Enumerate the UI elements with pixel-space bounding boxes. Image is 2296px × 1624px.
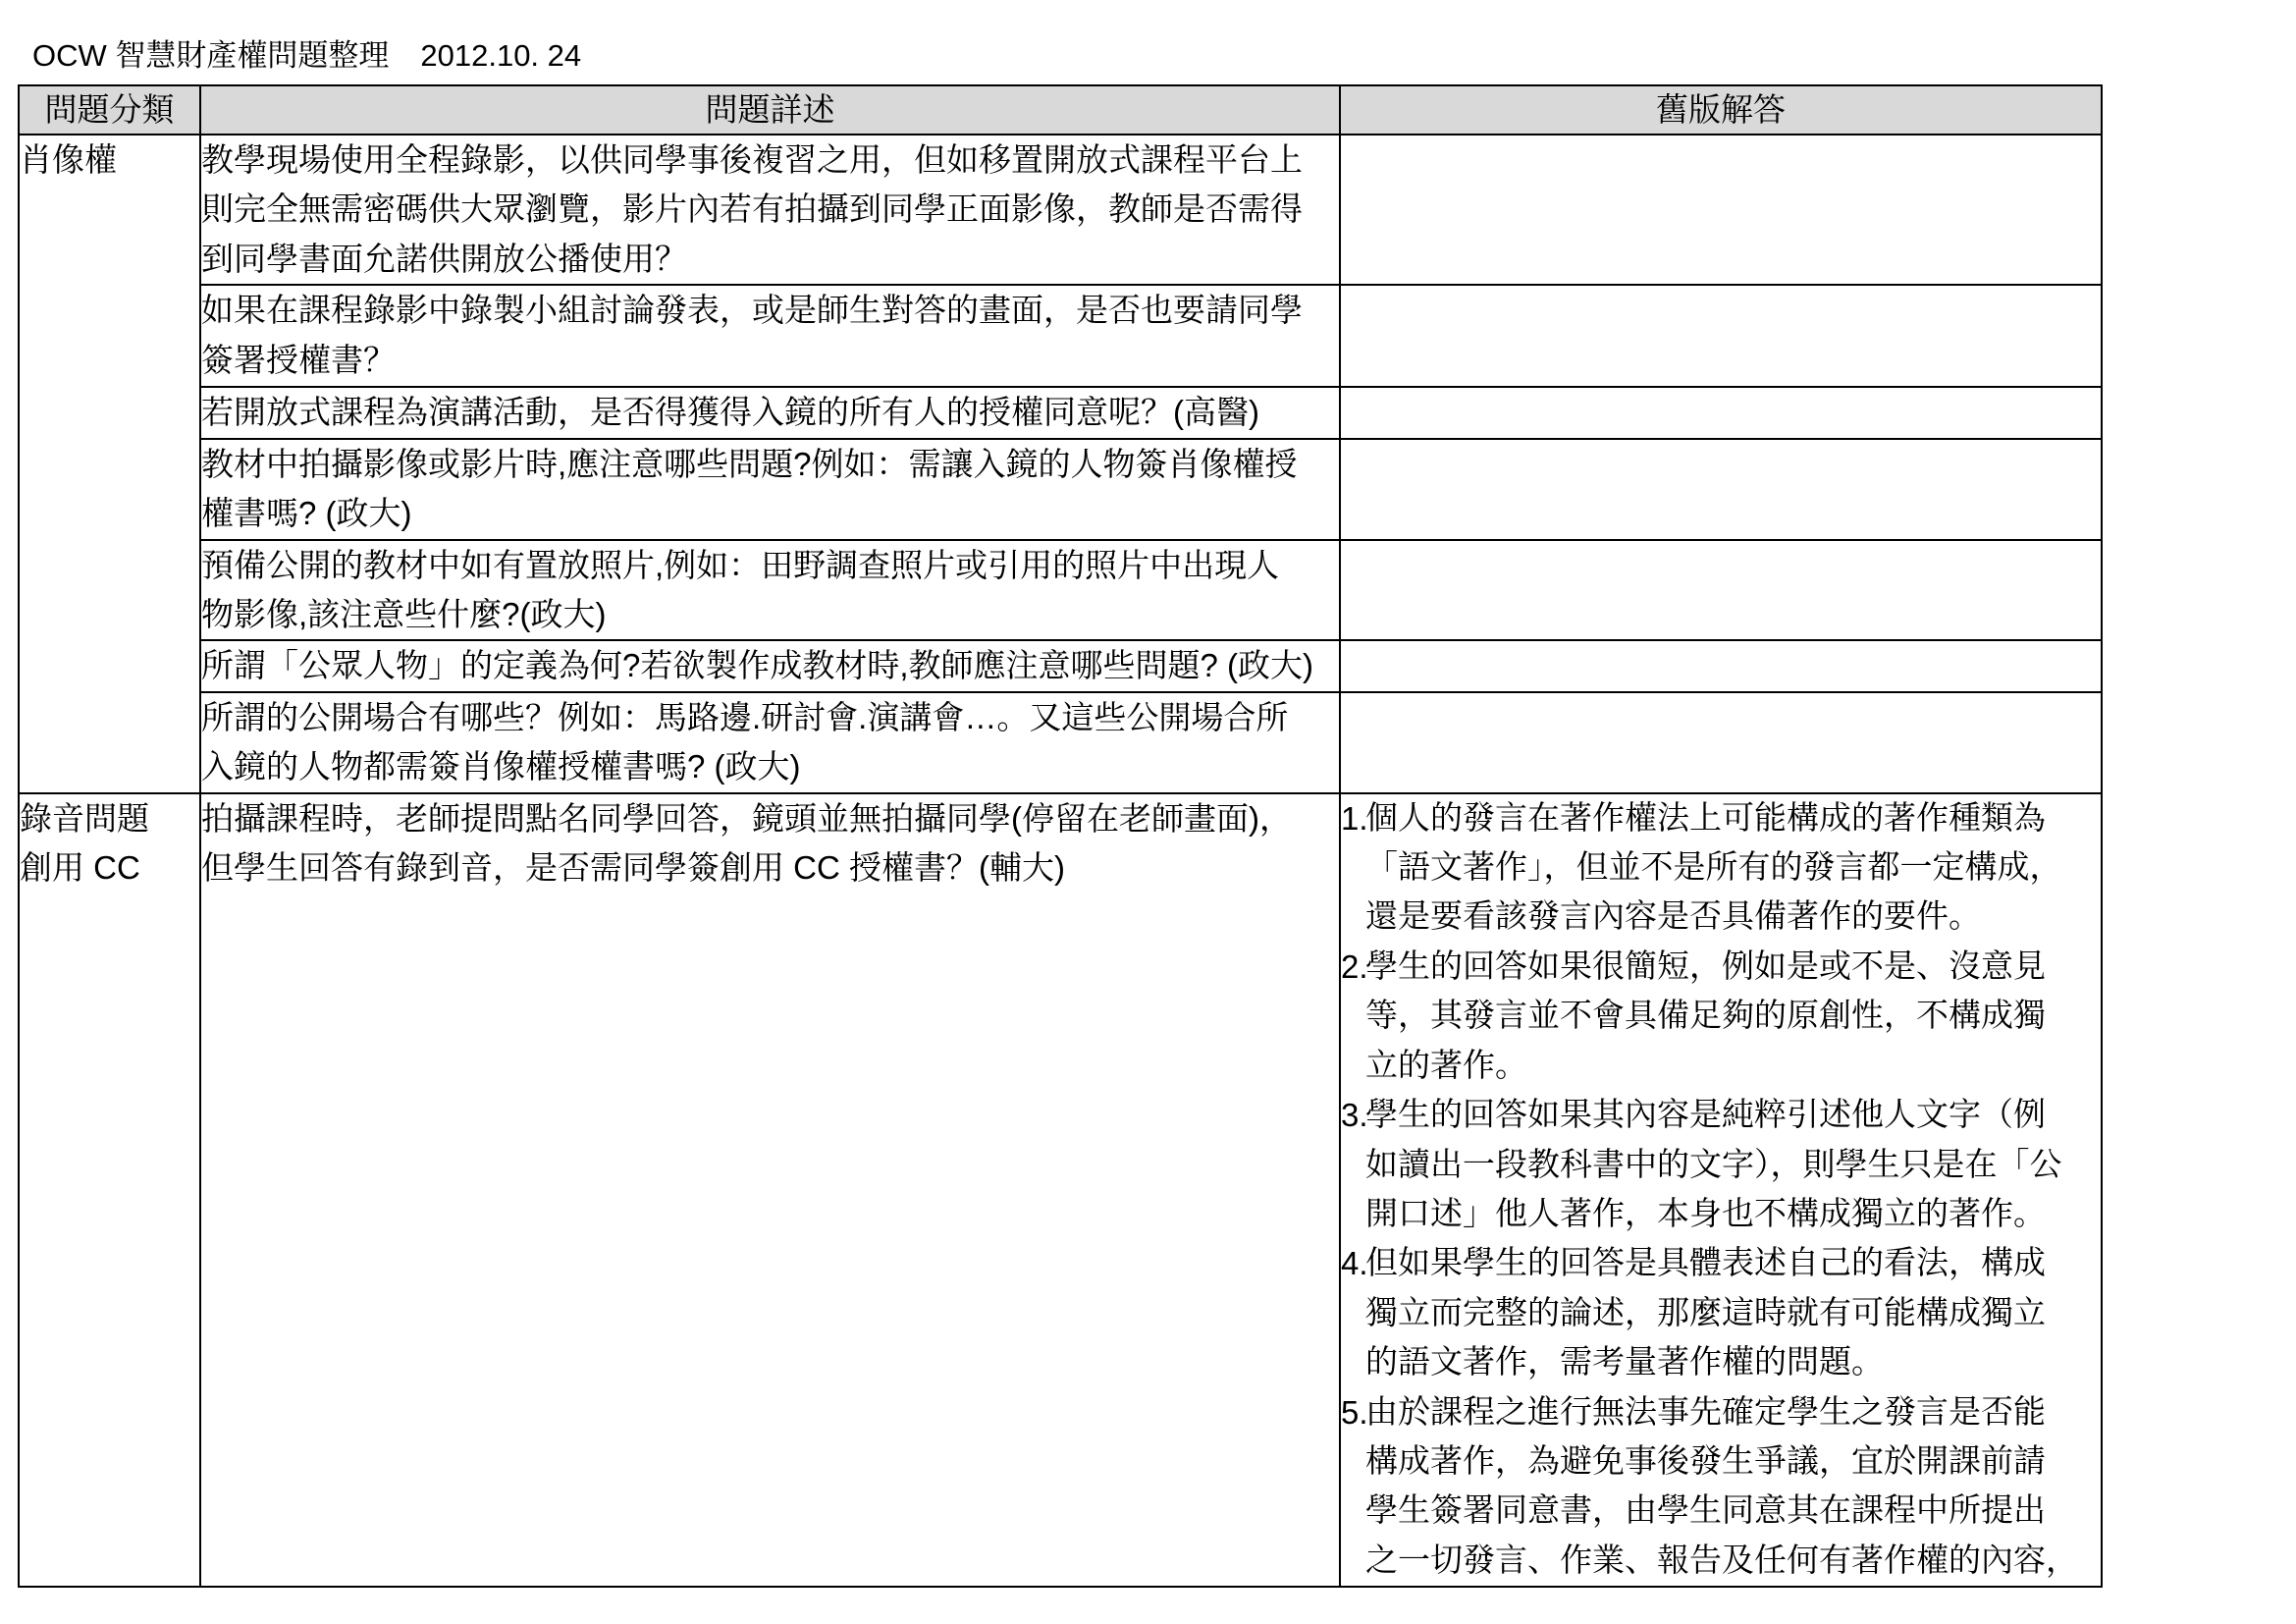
- question-line: 教學現場使用全程錄影，以供同學事後複習之用，但如移置開放式課程平台上: [201, 141, 1303, 178]
- column-header-category: 問題分類: [19, 85, 200, 135]
- question-line: 拍攝課程時，老師提問點名同學回答，鏡頭並無拍攝同學(停留在老師畫面)，: [201, 799, 1292, 837]
- answer-line: 如讀出一段教科書中的文字），則學生只是在「公: [1365, 1147, 2062, 1183]
- question-line: 簽署授權書？: [201, 341, 396, 378]
- answer-line: 「語文著作」，但並不是所有的發言都一定構成，: [1365, 850, 2062, 887]
- question-line: 若開放式課程為演講活動，是否得獲得入鏡的所有人的授權同意呢？(高醫): [201, 394, 1259, 431]
- question-cell: [200, 387, 1340, 438]
- table-row: [19, 540, 2102, 641]
- question-line: 權書嗎? (政大): [201, 495, 412, 532]
- table-row: [19, 439, 2102, 540]
- answer-line: 立的著作。: [1365, 1048, 1527, 1084]
- table-header-row: [19, 85, 2102, 135]
- answer-cell: [1340, 285, 2102, 387]
- answer-cell: [1340, 793, 2102, 1588]
- question-line: 到同學書面允諾供開放公播使用？: [201, 240, 687, 277]
- answer-item-text: [1365, 1388, 2078, 1587]
- column-header-question: 問題詳述: [200, 85, 1340, 135]
- question-cell: [200, 285, 1340, 387]
- answer-item-2: [1341, 943, 2101, 1091]
- question-line: 如果在課程錄影中錄製小組討論發表，或是師生對答的畫面，是否也要請同學: [201, 292, 1303, 329]
- answer-item-text: [1365, 794, 2062, 943]
- answer-item-text: [1365, 1091, 2062, 1239]
- question-line: 教材中拍攝影像或影片時,應注意哪些問題?例如：需讓入鏡的人物簽肖像權授: [201, 445, 1298, 482]
- question-cell: [200, 540, 1340, 641]
- answer-line: 獨立而完整的論述，那麼這時就有可能構成獨立: [1365, 1295, 2046, 1331]
- answer-item-number: 4.: [1341, 1245, 1368, 1282]
- table-row: [19, 285, 2102, 387]
- category-cell-audio-cc: [19, 793, 200, 1588]
- answer-line: 開口述」他人著作，本身也不構成獨立的著作。: [1365, 1196, 2046, 1232]
- table-row: [19, 793, 2102, 1588]
- question-line: 預備公開的教材中如有置放照片,例如：田野調查照片或引用的照片中出現人: [201, 546, 1280, 583]
- answer-item-number: 5.: [1341, 1393, 1368, 1431]
- question-cell: [200, 640, 1340, 691]
- answer-line: 之一切發言、作業、報告及任何有著作權的內容，: [1365, 1543, 2078, 1579]
- answer-item-3: [1341, 1091, 2101, 1239]
- answer-line: 等，其發言並不會具備足夠的原創性，不構成獨: [1365, 999, 2046, 1035]
- answer-item-5: [1341, 1388, 2101, 1587]
- answer-item-number: 2.: [1341, 947, 1368, 985]
- answer-cell: [1340, 387, 2102, 438]
- answer-item-text: [1365, 1239, 2046, 1387]
- question-cell: [200, 135, 1340, 285]
- answer-item-4: [1341, 1239, 2101, 1387]
- category-line: 肖像權: [20, 141, 117, 178]
- question-cell: [200, 692, 1340, 793]
- answer-line: 由於課程之進行無法事先確定學生之發言是否能: [1365, 1394, 2046, 1431]
- question-line: 但學生回答有錄到音，是否需同學簽創用 CC 授權書？(輔大): [201, 849, 1065, 887]
- table-row: [19, 387, 2102, 438]
- answer-cell: [1340, 135, 2102, 285]
- answer-item-number: 3.: [1341, 1097, 1368, 1134]
- answer-line: 學生的回答如果其內容是純粹引述他人文字（例: [1365, 1098, 2046, 1134]
- question-cell: [200, 793, 1340, 1588]
- column-header-answer: 舊版解答: [1340, 85, 2102, 135]
- question-line: 物影像,該注意些什麼?(政大): [201, 596, 607, 633]
- answer-line: 構成著作，為避免事後發生爭議，宜於開課前請: [1365, 1443, 2046, 1480]
- question-line: 則完全無需密碼供大眾瀏覽，影片內若有拍攝到同學正面影像，教師是否需得: [201, 190, 1303, 228]
- question-line: 所謂的公開場合有哪些？例如：馬路邊.研討會.演講會…。又這些公開場合所: [201, 698, 1289, 735]
- category-line: 錄音問題: [20, 799, 149, 837]
- answer-cell: [1340, 640, 2102, 691]
- faq-table: [18, 84, 2103, 1588]
- answer-line: 學生的回答如果很簡短，例如是或不是、沒意見: [1365, 948, 2046, 985]
- answer-item-text: [1365, 943, 2046, 1091]
- table-row: [19, 692, 2102, 793]
- answer-item-1: [1341, 794, 2101, 943]
- category-cell-portrait-rights: [19, 135, 200, 793]
- table-row: [19, 135, 2102, 285]
- document-title-text: OCW 智慧財產權問題整理: [32, 38, 390, 73]
- answer-line: 的語文著作，需考量著作權的問題。: [1365, 1345, 1884, 1381]
- document-date: 2012.10. 24: [420, 38, 582, 73]
- answer-cell: [1340, 540, 2102, 641]
- answer-cell: [1340, 439, 2102, 540]
- document-title: [32, 36, 581, 76]
- answer-line: 個人的發言在著作權法上可能構成的著作種類為: [1365, 800, 2046, 837]
- answer-item-number: 1.: [1341, 799, 1368, 837]
- question-line: 所謂「公眾人物」的定義為何?若欲製作成教材時,教師應注意哪些問題? (政大): [201, 647, 1314, 684]
- table-row: [19, 640, 2102, 691]
- answer-line: 但如果學生的回答是具體表述自己的看法，構成: [1365, 1246, 2046, 1282]
- answer-cell: [1340, 692, 2102, 793]
- question-line: 入鏡的人物都需簽肖像權授權書嗎? (政大): [201, 748, 801, 785]
- answer-line: 還是要看該發言內容是否具備著作的要件。: [1365, 899, 1981, 936]
- category-line: 創用 CC: [20, 849, 140, 887]
- answer-line: 學生簽署同意書，由學生同意其在課程中所提出: [1365, 1493, 2046, 1530]
- question-cell: [200, 439, 1340, 540]
